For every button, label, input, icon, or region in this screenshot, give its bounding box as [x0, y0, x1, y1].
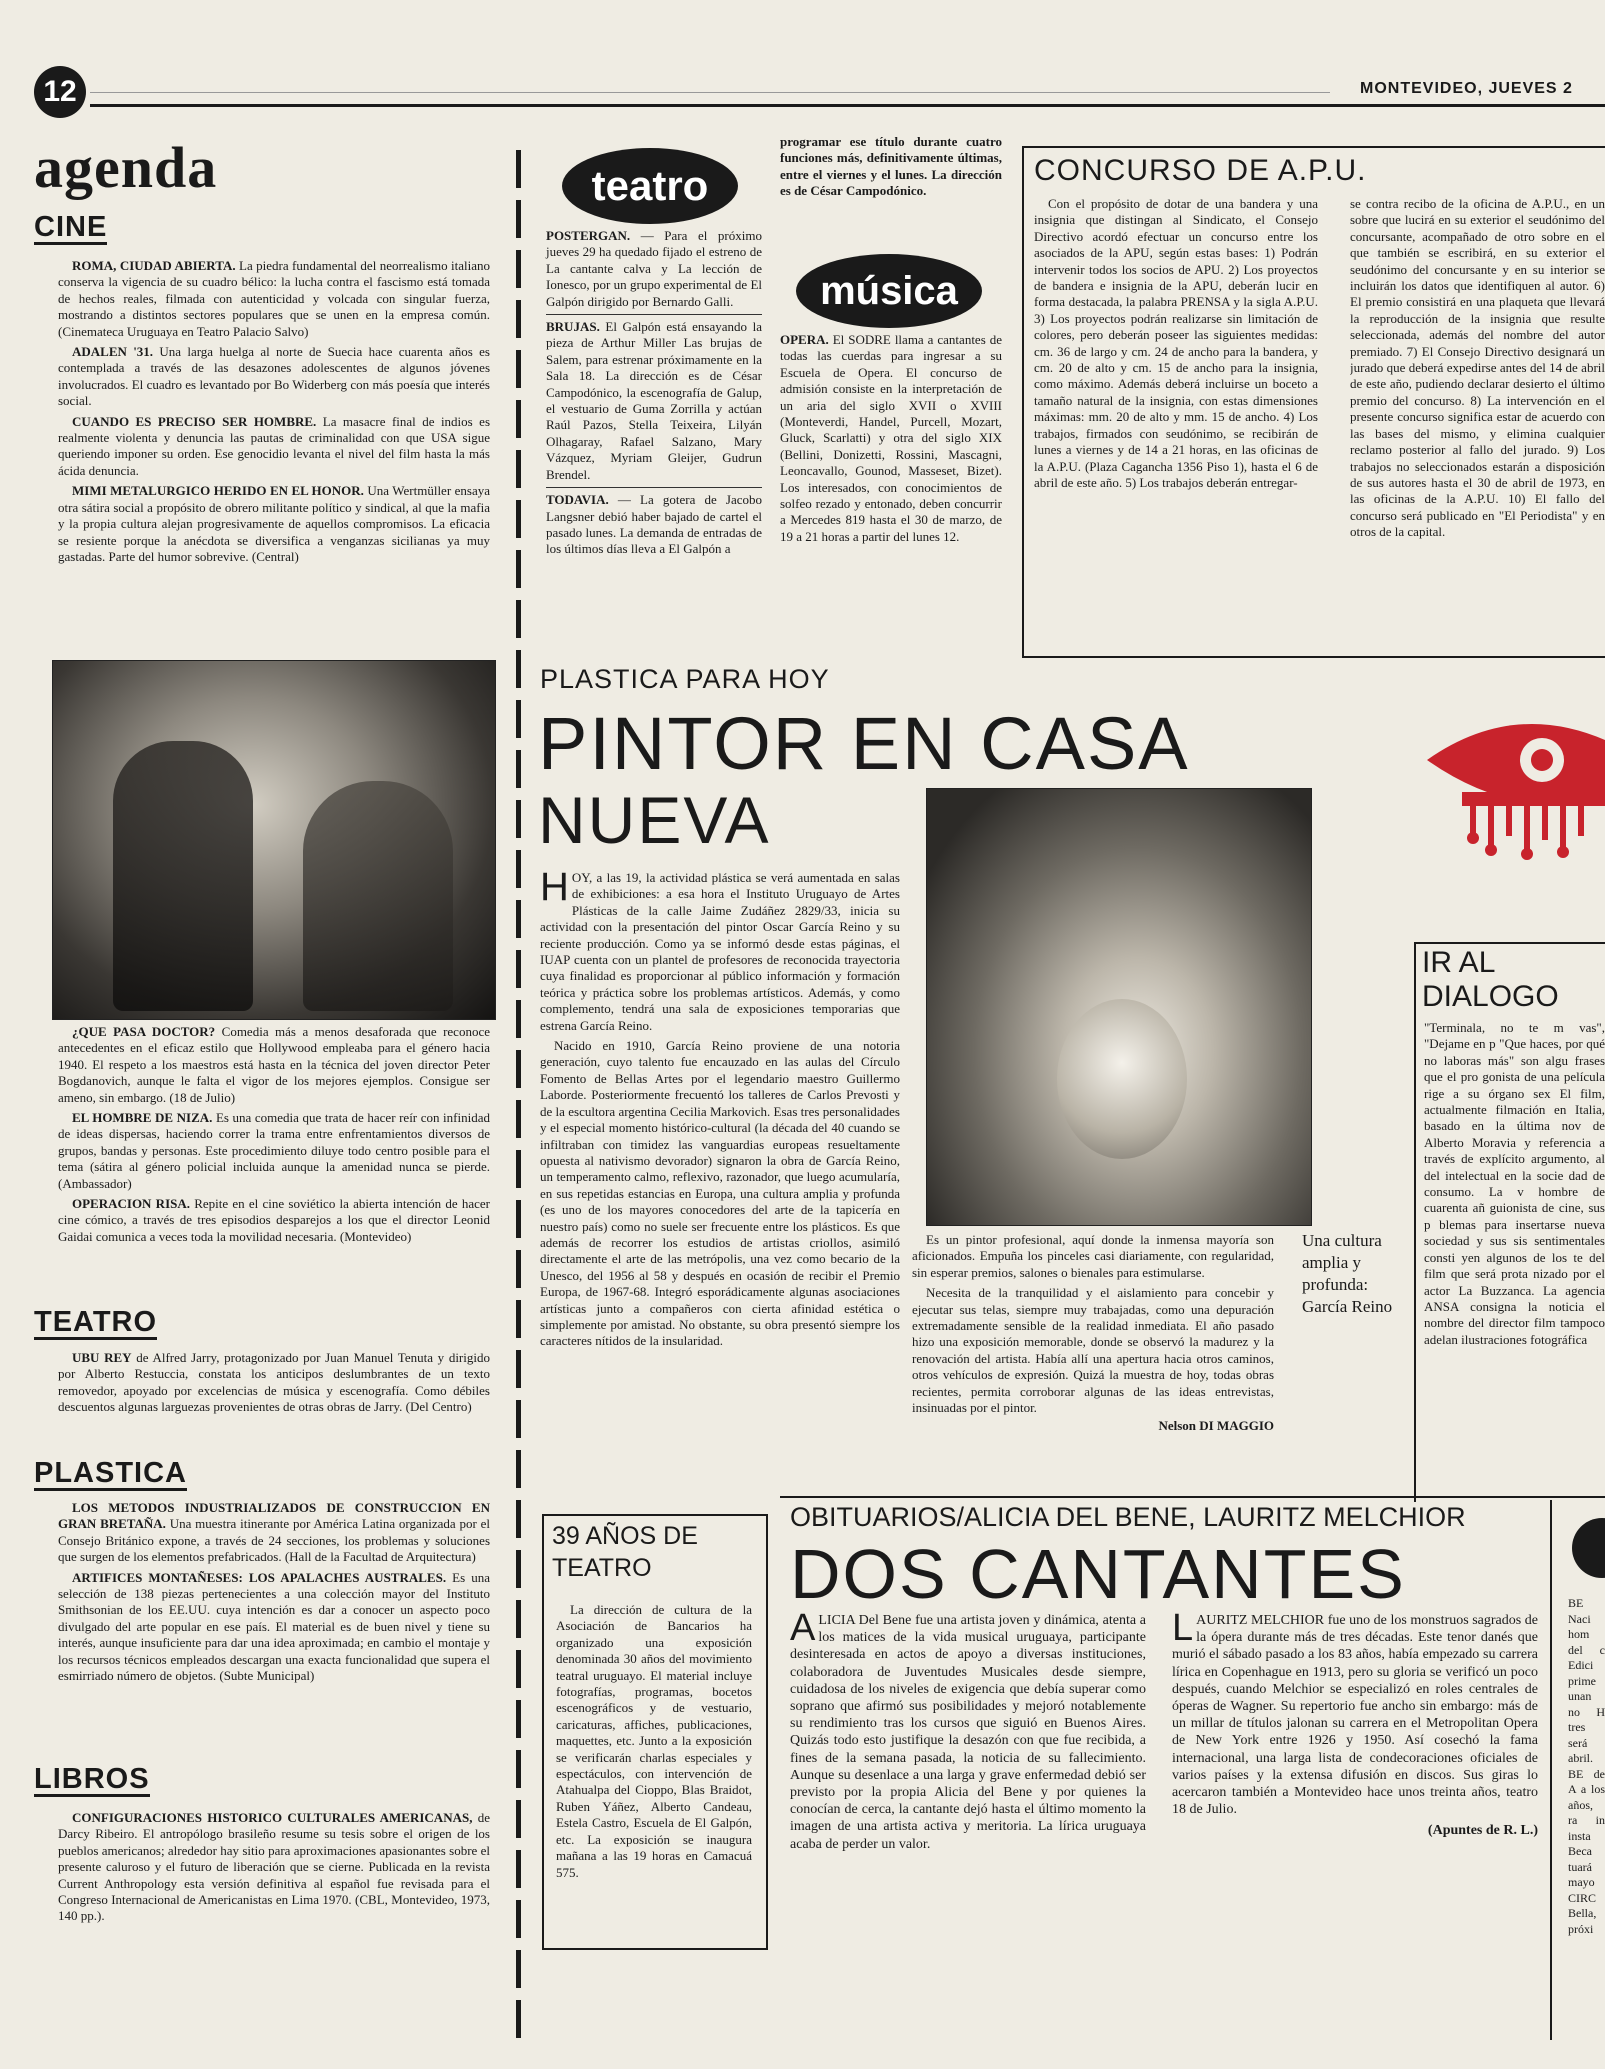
cine-heading: CINE [34, 211, 108, 243]
dialogo-head-2: DIALOGO [1422, 980, 1559, 1013]
musica-column [780, 332, 1002, 549]
obituarios-headline: DOS CANTANTES [790, 1535, 1406, 1613]
teatro-item-text: de Alfred Jarry, protagonizado por Juan Manuel Tenuta y dirigido por Alberto Restuccia, constata los anticipos deslumbrantes de un texto removedor, apoyado por excelencias de música y escenografía. Como débiles descuentos algunas larguezas provenientes de otras obras de Jarry. (Del Centro) [58, 1350, 490, 1415]
plastica-col-2 [912, 1232, 1274, 1439]
cine-list [58, 258, 490, 569]
photo-figure-right [303, 781, 453, 1011]
libros-head-wrap [34, 1764, 150, 1797]
film-still-photo [52, 660, 496, 1020]
libros-item-title: CONFIGURACIONES HISTORICO CULTURALES AMERICANAS, [72, 1810, 473, 1825]
dialogo-box-left [1414, 942, 1416, 1502]
plastica-headline-1: PINTOR EN CASA [538, 702, 1190, 785]
photo-figure-left [113, 741, 253, 1011]
dialogo-text-wrap [1424, 1020, 1605, 1490]
libros-list [58, 1810, 490, 1929]
plastica-dropcap: H [540, 865, 569, 909]
teatro-oval [562, 148, 738, 224]
obituarios-col-1 [790, 1607, 1146, 1857]
obituarios-kicker: OBITUARIOS/ALICIA DEL BENE, LAURITZ MELCHIOR [790, 1502, 1466, 1532]
masthead-rule [90, 104, 1605, 107]
dialogo-head-1: IR AL [1422, 946, 1496, 979]
plastica-col-1 [540, 865, 900, 1354]
plastica-para-4: Necesita de la tranquilidad y el aislamiento para concebir y ejecutar sus telas, siempre muy trabajadas, como una depuración extremadamente sensible de la realidad inmediata. El año pasado hizo una exposición memorable, donde se observó la madurez y la renovación del artista. Había allí una apertura hacia otros caminos, otros vehículos de expresión. Quizá la muestra de hoy, todas obras recientes, permita corroborar algunas de las ideas entrevistas, insinuadas por el pintor. [912, 1285, 1274, 1416]
cine-item-text: Es una comedia que trata de hacer reír con infinidad de ideas dispersas, haciendo correr la trama entre enfrentamientos diversos de grupos, bandas y personas. Este procedimiento diluye todo centro posible para el tema (sátira al género policial incluida aunque la amenidad nunca se pierde. (Ambassador) [58, 1110, 490, 1191]
right-edge-oval [1572, 1518, 1605, 1578]
teatro-continuation [780, 134, 1002, 204]
concurso-title: CONCURSO DE A.P.U. [1034, 154, 1367, 187]
cine-item-title: ¿QUE PASA DOCTOR? [72, 1024, 216, 1039]
obituarios-col-2 [1172, 1607, 1538, 1844]
masthead-rule-faint [90, 92, 1330, 93]
libros-item-text: de Darcy Ribeiro. El antropólogo brasileño resume su tesis sobre el origen de los pueblos americanos; alrededor hay sitio para aproximaciones apasionantes sobre el presente caluroso y el futuro de liberación que se cierne. Publicada en la revista Current Anthropology esta versión definitiva al español fue revisada para el Congreso Internacional de Americanistas en Lima 1970. (CBL, Montevideo, 1973, 140 pp.). [58, 1810, 490, 1924]
musica-oval-label: música [820, 269, 958, 313]
obituarios-top-rule [780, 1496, 1605, 1498]
plastica-item-title: LOS METODOS INDUSTRIALIZADOS DE CONSTRUCCION EN GRAN BRETAÑA. [58, 1500, 490, 1532]
obituarios-dropcap-a: A [790, 1607, 816, 1649]
cine-item-title: ADALEN '31. [72, 344, 154, 360]
teatro-lead: BRUJAS. [546, 319, 600, 335]
painter-photo [926, 788, 1312, 1226]
teatro-column [546, 228, 762, 562]
musica-text: El SODRE llama a cantantes de todas las cuerdas para ingresar a su Escuela de Opera. El concurso de admisión consiste en la interpretación de un aria del siglo XVII o XVIII (Monteverdi, Handel, Purcell, Mozart, Gluck, Scarlatti) y otra del siglo XIX (Bellini, Donizetti, Rossini, Mascagni, Leoncavallo, Gounod, Masseset, Bizet). Los interesados, con conocimientos de solfeo rezado y entonado, deben concurrir a Mercedes 819 hasta el 30 de marzo, de 19 a 21 horas a partir del lunes 12. [780, 332, 1002, 544]
eye-illustration [1422, 700, 1605, 880]
concurso-text-1: Con el propósito de dotar de una bandera y una insignia que distingan al Sindicato, el Consejo Directivo acordó efectuar un concurso entre los asociados de la APU, según estas bases: 1) Podrán intervenir todos los socios de APU. 2) Los proyectos de bandera e insignia de la APU, deberán lucir en forma destacada, la palabra PRENSA y la sigla A.P.U. 3) Los proyectos podrán realizarse sin limitación de colores, pero deberán poseer las siguientes medidas: cm. 36 de largo y cm. 24 de ancho para la bandera, y cm. 20 de alto y cm. 15 de ancho para la insignia, como máximo. Además deberá incluirse un boceto a tamaño natural de la insignia, con estas dimensiones máximas: mm. 20 de alto y mm. 15 de ancho. 4) Los trabajos, firmados con seudónimo, se recibirán de lunes a viernes y de 14 a 21 horas, en las oficinas de la A.P.U. (Plaza Cagancha 1356 Piso 1), hasta el 6 de abril de este año. 5) Los trabajos deberán entregar- [1034, 196, 1318, 490]
plastica-para-1: OY, a las 19, la actividad plástica se verá aumentada en salas de exhibiciones: a esa hora el Instituto Uruguayo de Artes Plásticas de la calle Jaime Zudáñez 2829/33, inicia su actividad con la presentación del pintor Oscar García Reino y su reciente producción. Como ya se informó desde estas páginas, el IUAP cuenta con un plantel de profesores de reconocida trayectoria cuya finalidad es proporcionar al público información y formación teórica y práctica sobre los problemas artísticos. Además, y como complemento, tendrá una sala de exposiciones temporarias que estrena García Reino. [540, 870, 900, 1033]
plastica-headline-2: NUEVA [538, 783, 771, 857]
photo-face [1057, 999, 1187, 1159]
obituarios-dropcap-l: L [1172, 1607, 1194, 1649]
musica-oval [796, 254, 982, 328]
right-edge-text: BE Naci hom del c Edici prime unan no H tres será abril. BE de A a los años, ra in insta Beca tuará mayo CIRC Bella, próxi [1568, 1596, 1605, 1936]
right-edge-text-wrap [1568, 1596, 1605, 2016]
agenda-title: agenda [34, 135, 218, 200]
obituarios-signature: (Apuntes de R. L.) [1427, 1823, 1538, 1839]
concurso-col-2 [1350, 196, 1605, 646]
plastica-item-text: Es una selección de 138 piezas pertenecientes a una colección mayor del Instituto Smithsonian de los EE.UU. cuya intención es dar a conocer un aspecto poco divulgado del arte popular en ese país. El material es de buen nivel y tiene su interés, aunque insuficiente para dar una idea aproximada; en cambio el montaje y los recursos técnicos empleados descargan una exacta funcionalidad que supera el esmirriado número de objetos. (Subte Municipal) [58, 1569, 490, 1684]
libros-heading: LIBROS [34, 1763, 150, 1795]
teatro-heading: TEATRO [34, 1306, 158, 1338]
column-rule-1 [516, 150, 521, 2050]
dialogo-box-rule [1414, 942, 1605, 944]
cine-item-title: ROMA, CIUDAD ABIERTA. [72, 258, 236, 273]
obituarios-alicia-text: LICIA Del Bene fue una artista joven y dinámica, atenta a los matices de la vida musical uruguaya, participante desinteresada en actos de apoyo a diversas instituciones, colaboradora de Juventudes Musicales desde siempre, cuidadosa de los niveles de exigencia que debía superar como soprano que afirmó sus posibilidades y mejoró notablemente su rendimiento tras los cursos que siguió en Buenos Aires. Quizás todo esto justifique la desazón con que fue recibida, a fines de la semana pasada, la noticia de su fallecimiento. Aunque su desenlace a una larga y grave enfermedad debió ser previsto por la propia Alicia del Bene y por quienes la conocían de cerca, la cantante dejó hasta el último momento la imagen de una artista activa y meritoria. La lírica uruguaya acaba de perder un valor. [790, 1613, 1146, 1852]
plastica-heading: PLASTICA [34, 1457, 187, 1489]
plastica-para-2: Nacido en 1910, García Reino proviene de una notoria generación, cuyo talento fue encauzado en las aulas del Círculo Fomento de Bellas Artes por el legendario maestro Guillermo Laborde. Posteriormente frecuentó los talleres de Carlos Prevosti y de la escultora argentina Cecilia Markovich. Esas tres personalidades y el especial momento histórico-cultural (la década del 40 cuando se infiltraban con timidez las vanguardias europeas resueltamente opuesta al nativismo devorador) signaron la obra de García Reino, un temperamento calmo, reflexivo, razonador, que luego acumularía, en sus repetidas estancias en Europa, una cultura amplia y profunda (es uno de los mayores conocedores del arte de la tapicería en nuestro país) como no suele ser frecuente entre los plásticos. Es que además de recorrer los estudios de artistas criollos, asimiló directamente el arte de las metrópolis, una vez como becario de la Unesco, del 1956 al 58 y después en ocasión de recibir el Premio Europa, de 1967-68. Integró esporádicamente algunas asociaciones artísticas junto a compañeros con cierta afinidad estética o simplemente por amistad. No obstante, su obra presentó siempre los caracteres nítidos de la insularidad. [540, 1038, 900, 1349]
concurso-text-2: se contra recibo de la oficina de A.P.U., en un sobre que lucirá en su exterior el seudónimo del concursante, acompañado de otro sobre en el que también se escribirá, en su exterior el seudónimo del concursante y en su interior se incluirán los datos que identifiquen al autor. 6) El premio consistirá en una plaqueta que llevará la reproducción de la insignia que resulte seleccionada, además del nombre del autor premiado. 7) El Consejo Directivo designará un jurado que deberá expedirse antes del 14 de abril de este año, pudiendo declarar desierto el último premio del concurso. 8) La intervención en el presente concurso significa estar de acuerdo con las bases del mismo, y elimina cualquier reclamo posterior al fallo del jurado. 9) Los trabajos no seleccionados estarán a disposición de sus autores hasta el 30 de abril de 1973, en las oficinas de la A.P.U. 10) El fallo del concurso será publicado en "El Periodista" y en otros de la capital. [1350, 196, 1605, 540]
teatro-39-text: La dirección de cultura de la Asociación de Bancarios ha organizado una exposición denominada 30 años del movimiento teatral uruguayo. El material incluye fotografías, programas, bocetos escenográficos y de vestuario, caricaturas, affiches, publicaciones, maquettes, etc. Junto a la exposición se verificarán charlas especiales y espectáculos, con intervención de Atahualpa del Cioppo, Blas Braidot, Ruben Yáñez, Alberto Candeau, Estela Castro, Escuela de El Galpón, etc. La exposición se inaugura mañana a las 19 horas en Camacuá 575. [556, 1602, 752, 1880]
masthead-date: MONTEVIDEO, JUEVES 2 [1360, 80, 1573, 97]
cine-head-wrap [34, 212, 107, 245]
teatro-oval-label: teatro [591, 162, 709, 209]
photo-caption: Una cultura amplia y profunda: García Reino [1302, 1231, 1393, 1316]
plastica-signature: Nelson DI MAGGIO [1158, 1418, 1274, 1434]
cine-item-title: MIMI METALURGICO HERIDO EN EL HONOR. [72, 483, 364, 499]
concurso-col-1 [1034, 196, 1318, 495]
plastica-list [58, 1500, 490, 1688]
cine-item-text: La piedra fundamental del neorrealismo italiano conserva la vigencia de su cuadro bélico: la lucha contra el fascismo está tomada de hechos reales, filmada con autenticidad y volcada con singular fuerza, mostrando a distintos sectores populares que se unen en la empresa común. (Cinemateca Uruguaya en Teatro Palacio Salvo) [58, 258, 490, 339]
teatro-39-title-1: 39 AÑOS DE [552, 1522, 698, 1550]
cine-item-text: La masacre final de indios es realmente violenta y denuncia las pautas de criminalidad con que USA sigue queriendo imponer su orden. Ese genocidio levanta el nivel del film hasta la más ácida denuncia. [58, 413, 490, 478]
cine-item-text: Una Wertmüller ensaya otra sátira social a propósito de obrero militante político y sindical, al que la mafia y la propia cultura alejan progresivamente de aquellos compromisos. La eficacia se resiente porque la anécdota se diversifica a venganzas sicilianas ya muy gastadas. Parte del humor sobrevive. (Central) [58, 483, 490, 564]
teatro-39-title-2: TEATRO [552, 1554, 652, 1582]
cine-item-title: EL HOMBRE DE NIZA. [72, 1110, 213, 1126]
musica-lead: OPERA. [780, 332, 829, 347]
teatro-item-title: UBU REY [72, 1350, 132, 1365]
cine-item-text: Repite en el cine soviético la abierta intención de hacer cine cómico, a través de tres episodios desparejos a los que el director Leonid Gaidai comunica a veces toda la movilidad necesaria. (Montevideo) [58, 1196, 491, 1244]
cine-item-text: Comedia más a menos desaforada que reconoce antecedentes en el eficaz estilo que Hollywood empleaba para el género hacia 1940. El respeto a los maestros está hasta en la técnica del joven director Peter Bogdanovich, aunque le falta el vigor de los mejores ejemplos. Consigue ser ameno, sin embargo. (18 de Julio) [58, 1024, 490, 1105]
teatro-lead: TODAVIA. [546, 492, 609, 508]
eye-icon [1422, 700, 1605, 880]
teatro-continuation-text: programar ese título durante cuatro funciones más, definitivamente últimas, entre el viernes y el lunes. La dirección es de César Campodónico. [780, 134, 1002, 199]
teatro-text: — Para el próximo jueves 29 ha quedado fijado el estreno de La cantante calva y La lección de Ionesco, por un grupo experimental de El Galpón dirigido por Bernardo Galli. [546, 228, 762, 309]
teatro-list [58, 1350, 490, 1420]
obituarios-melchior-text: AURITZ MELCHIOR fue uno de los monstruos sagrados de la ópera durante más de tres décadas. Este tenor danés que murió el sábado pasado a los 83 años, había empezado su carrera lírica en Copenhague en 1913, pero su gloria se verificó un poco después, cuando Melchior se especializó en roles centrales de óperas de Wagner. Su repertorio fue ancho sin embargo: más de un millar de títulos jalonan su carrera en el Metropolitan Opera de New York entre 1926 y 1950. Así cosechó la fama internacional, una larga lista de condecoraciones oficiales de varios países y la extensa difusión en discos. Sus giras lo acercaron también a Montevideo hace unos treinta años, teatro 18 de Julio. [1172, 1613, 1538, 1818]
cine-list-2 [58, 1024, 490, 1249]
teatro-lead: POSTERGAN. [546, 228, 631, 243]
plastica-item-text: Una muestra itinerante por América Latina organizada por el Consejo Británico expone, a través de 24 secciones, los problemas y soluciones que surgen de los elementos prefabricados. (Hall de la Facultad de Arquitectura) [58, 1516, 490, 1565]
cine-item-title: OPERACION RISA. [72, 1196, 190, 1212]
page-number-badge [34, 66, 86, 118]
plastica-para-3: Es un pintor profesional, aquí donde la inmensa mayoría son aficionados. Empuña los pinceles casi diariamente, con regularidad, sin esperar premios, salones o bienales para estimularse. [912, 1232, 1274, 1280]
teatro-39-body [556, 1602, 752, 1885]
teatro-head-wrap [34, 1307, 157, 1340]
plastica-kicker: PLASTICA PARA HOY [540, 664, 830, 694]
plastica-head-wrap [34, 1458, 187, 1491]
plastica-item-title: ARTIFICES MONTAÑESES: LOS APALACHES AUSTRALES. [72, 1569, 447, 1585]
page-number: 12 [43, 75, 77, 108]
dialogo-text: "Terminala, no te m vas", "Dejame en p "Que haces, por qué no laboras más" son algu frases que el pro gonista de una película rige a su órgano sex El film, actualmente filmación en Italia, basado en la última nov de Alberto Moravia y referencia a través de explícito argumento, al del intelectual en la socie dad de consumo. La v hombre de cuarenta añ guionista de cine, sus p blemas para insertarse nueva sociedad y sus sis sentimentales consti yen algunos de los te del film que será prota nizado por el actor La Buzzanca. La agencia ANSA consigna la noticia el nombre del director film tampoco adelan ilustraciones fotográfica [1424, 1020, 1605, 1347]
teatro-text: — La gotera de Jacobo Langsner debió haber bajado de cartel el pasado lunes. La demanda de entradas de los últimos días lleva a El Galpón a [546, 492, 762, 557]
cine-item-title: CUANDO ES PRECISO SER HOMBRE. [72, 413, 317, 429]
cine-item-text: Una larga huelga al norte de Suecia hace cuarenta años es contemplada a través de las desazones adolescentes de algunos jóvenes involucrados. El cuadro es levantado por Bo Widerberg con más poesía que interés social. [58, 344, 490, 409]
right-edge-rule [1550, 1500, 1552, 2040]
teatro-text: El Galpón está ensayando la pieza de Arthur Miller Las brujas de Salem, para estrenar próximamente en la Sala 18. La dirección es de César Campodónico, la escenografía de Galup, el vestuario de Guma Zorrilla y actúan Raúl Pazos, Stella Teixeira, Lilyán Olhagaray, Rafael Salzano, Mary Vázquez, Myriam Gleijer, Gudrun Brendel. [546, 319, 762, 482]
